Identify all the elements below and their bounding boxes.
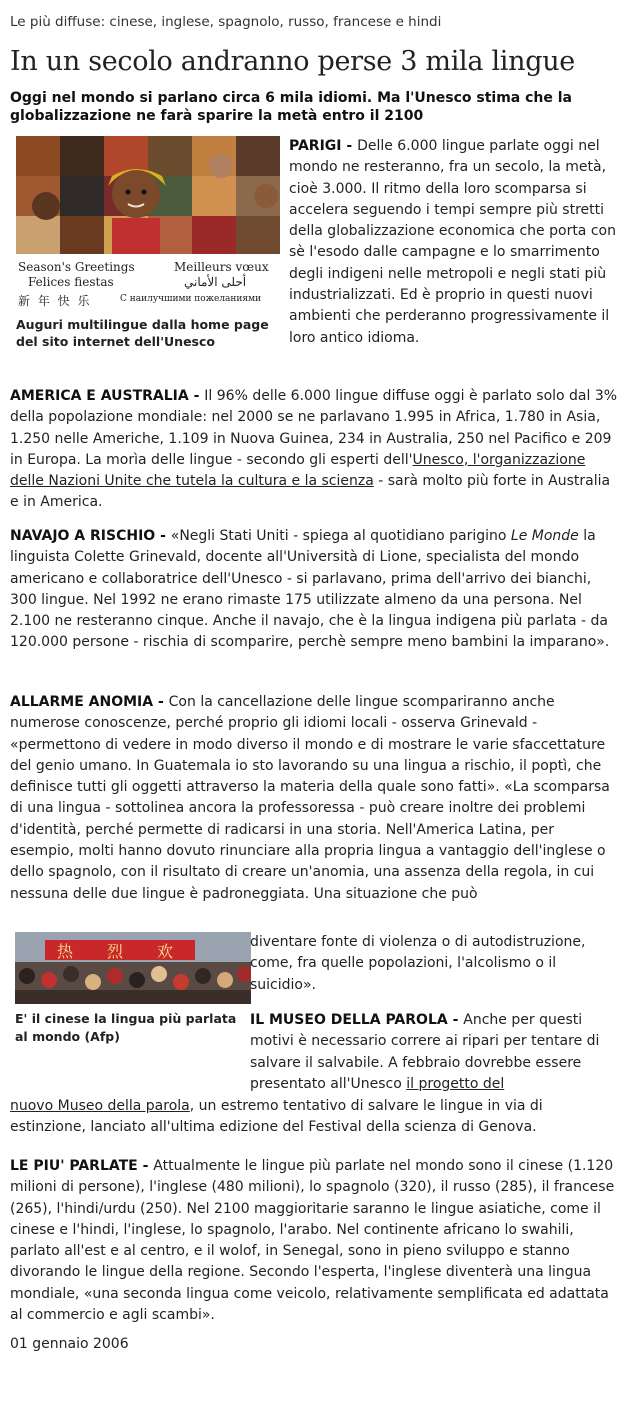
- text-anomia: Con la cancellazione delle lingue scompariranno anche numerose conoscenze, perché proprio gli idiomi locali - osserva Grinevald - «permettono di vedere in modo diverso il mondo e di mostrare le varie sfaccettature del genio umano. In Guatemala io sto lavorando su una lingua a rischio, il poptì, che definisce tutti gli oggetti attraverso la materia della quale sono fatti». «La scomparsa di una lingua - sottolinea ancora la professoressa - può creare inoltre dei problemi d'identità, perché permette di radicarsi in una storia. Nell'America Latina, per esempio, molti hanno dovuto rinunciare alla propria lingua a vantaggio dell'inglese o dello spagnolo, con il risultato di creare un'anomia, una assenza della regola, in cui nessuna delle due lingue è padroneggiata. Una situazione che può: [10, 694, 610, 902]
- text-america-2: - sarà molto più forte in Australia e in America.: [10, 473, 611, 511]
- link-museo-2[interactable]: nuovo Museo della parola: [10, 1098, 190, 1114]
- text-museo-2: , un estremo tentativo di salvare le lingue in via di estinzione, lanciato all'ultima edizione del Festival della scienza di Genova.: [10, 1098, 543, 1136]
- greetings-image: [16, 254, 280, 312]
- figure-caption: Auguri multilingue dalla home page del sito internet dell'Unesco: [16, 317, 269, 349]
- figure2-caption: E' il cinese la lingua più parlata al mondo (Afp): [15, 1011, 237, 1044]
- banner-char-3: 欢: [157, 942, 174, 961]
- paragraph-museo-cont: [10, 1096, 622, 1139]
- faces-overlay: [16, 136, 280, 254]
- crowd-photo-drawing: [15, 932, 251, 1004]
- paragraph-america: [10, 386, 622, 514]
- text-le-monde: Le Monde: [510, 528, 579, 544]
- link-unesco[interactable]: Unesco, l'organizzazione delle Nazioni Unite che tutela la cultura e la scienza: [10, 451, 586, 490]
- text-america-1: Il 96% delle 6.000 lingue diffuse oggi è parlato solo dal 3% della popolazione mondiale: nel 2000 se ne parlavano 1.995 in Africa, 1.780 in Asia, 1.250 nelle Americhe, 1.109 in Nuova Guinea, 234 in Australia, 250 nel Pacifico e 209 in Europa. La morìa delle lingue - secondo gli esperti dell': [10, 388, 618, 468]
- crowd-photo: [15, 932, 251, 1004]
- lead-anomia: ALLARME ANOMIA -: [10, 694, 169, 710]
- text-navajo-1: «Negli Stati Uniti - spiega al quotidiano parigino: [170, 528, 511, 544]
- paragraph-navajo: [10, 526, 622, 654]
- lead-parigi: PARIGI -: [289, 138, 358, 154]
- paragraph-anomia: [10, 692, 622, 905]
- lead-navajo: NAVAJO A RISCHIO -: [10, 528, 171, 544]
- people-collage-image: [16, 136, 280, 254]
- publish-date: 01 gennaio 2006: [10, 1336, 129, 1352]
- paragraph-parlate: [10, 1156, 622, 1326]
- kicker: Le più diffuse: cinese, inglese, spagnolo, russo, francese e hindi: [10, 14, 442, 30]
- greeting-russian: С наилучшими пожеланиями: [120, 294, 262, 304]
- paragraph-parigi: [289, 136, 622, 349]
- lead-parlate: LE PIU' PARLATE -: [10, 1158, 154, 1174]
- text-parigi: Delle 6.000 lingue parlate oggi nel mondo ne resteranno, fra un secolo, la metà, cioè 3.000. Il ritmo della loro scomparsa si accelera seguendo i tempi sempre più stretti della globalizzazione economica che porta con sè l'esodo dalle campagne e lo smarrimento degli indigeni nelle metropoli e negli stati più industrializzati. Ed è proprio in questi nuovi ambienti che perderanno progressivamente il loro antico idioma.: [289, 138, 616, 346]
- link-museo-1[interactable]: il progetto del: [406, 1075, 505, 1092]
- greeting-french: Meilleurs vœux: [174, 260, 269, 274]
- paragraph-anomia-cont: diventare fonte di violenza o di autodistruzione, come, fra quelle popolazioni, l'alcolismo o il suicidio».: [250, 934, 586, 993]
- paragraph-museo: [250, 1010, 622, 1095]
- banner-char-1: 热: [57, 942, 74, 961]
- greeting-spanish: Felices fiestas: [28, 275, 114, 289]
- text-parlate: Attualmente le lingue più parlate nel mondo sono il cinese (1.120 milioni di persone), l'inglese (480 milioni), lo spagnolo (320), il russo (285), il francese (265), l'hindi/urdu (250). Nel 2100 maggioritarie saranno le lingue asiatiche, come il cinese e l'hindi, l'inglese, lo spagnolo, l'arabo. Nel continente africano lo swahili, parlato all'est e al centro, e il wolof, in Senegal, sono in pieno sviluppo e stanno divorando le lingue della regione. Secondo l'esperta, l'inglese diventerà una lingua mondiale, «una seconda lingua come veicolo, relativamente semplificata ed adattata al commercio e agli scambi».: [10, 1158, 615, 1324]
- figure-unesco-greetings: [16, 136, 286, 350]
- lead-museo: IL MUSEO DELLA PAROLA -: [250, 1012, 464, 1028]
- lead-america: AMERICA E AUSTRALIA -: [10, 388, 205, 404]
- greeting-english: Season's Greetings: [18, 260, 135, 274]
- greeting-arabic: أحلى الأماني: [184, 275, 247, 289]
- figure-crowd: [15, 932, 253, 1046]
- banner-char-2: 烈: [107, 942, 124, 961]
- text-museo-1: Anche per questi motivi è necessario correre ai ripari per tentare di salvare il salvabile. A febbraio dovrebbe essere presentato all'Unesco: [250, 1012, 600, 1092]
- greeting-chinese: 新 年 快 乐: [18, 294, 92, 308]
- text-navajo-2: la linguista Colette Grinevald, docente all'Università di Lione, specialista del mondo americano e collaboratrice dell'Unesco - si parlavano, prima dell'arrivo dei bianchi, 300 lingue. Nel 1992 ne erano rimaste 175 utilizzate almeno da una persona. Nel 2.100 ne resteranno cinque. Anche il navajo, che è la lingua indigena più parlata - da 120.000 persone - rischia di scomparire, perchè sempre meno bambini la imparano».: [10, 528, 610, 651]
- headline: In un secolo andranno perse 3 mila lingue: [10, 46, 575, 77]
- subheadline: Oggi nel mondo si parlano circa 6 mila idiomi. Ma l'Unesco stima che la globalizzazione ne farà sparire la metà entro il 2100: [10, 90, 572, 124]
